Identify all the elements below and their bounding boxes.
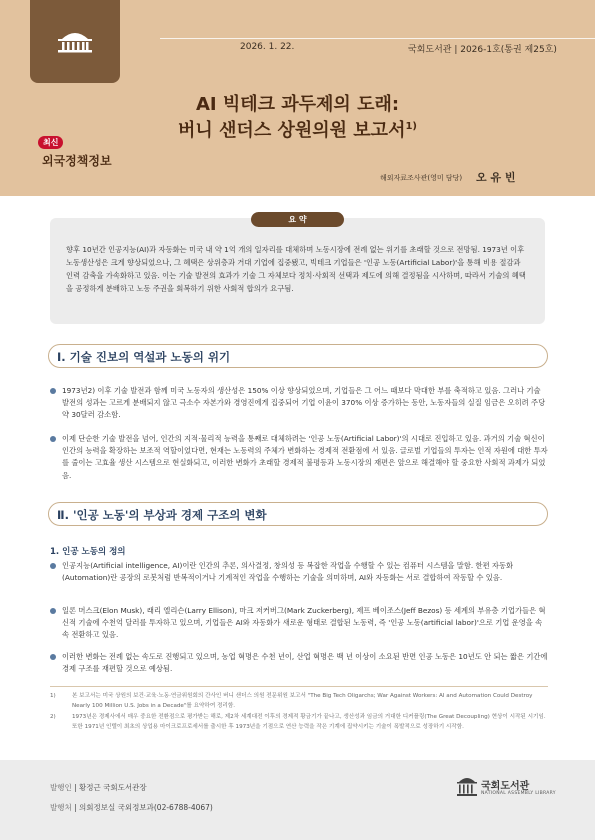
footnote-1-text: 본 보고서는 미국 상원의 보건·교육·노동·연금위원회의 간사인 버니 샌더스 의원 전문위원 보고서 "The Big Tech Oligarchs; War Against Workers: AI and Automation Could Destroy Nearly 100 Million U.S. Jobs in a Decade"를 요약하여 정리함. [72, 693, 533, 709]
summary-text: 향후 10년간 인공지능(AI)과 자동화는 미국 내 약 1억 개의 일자리를 대체하며 노동시장에 전례 없는 위기를 초래할 것으로 전망됨. 1973년 이후 노동생산성은 크게 향상되었으나, 그 혜택은 상위층과 거대 기업에 집중됐고, 빅테크 기업들은 '인공 노동(Artificial Labor)'을 통해 비용 절감과 인력 감축을 가속화하고 있음. 이는 기술 발전의 효과가 기술 그 자체보다 정치·사회적 선택과 제도에 의해 결정됨을 시사하며, 따라서 기술의 혜택을 공정하게 분배하고 노동 주권을 회복하기 위한 사회적 합의가 요구됨. [66, 245, 526, 293]
footnote-2 [50, 713, 548, 732]
footnote-1-number: 1) [50, 693, 56, 699]
section2-paragraph-1-text: 인공지능(Artificial intelligence, AI)이란 인간의 추론, 의사결정, 창의성 등 복잡한 작업을 수행할 수 있는 컴퓨터 시스템을 말함. 한편 자동화(Automation)란 공장의 로봇처럼 반복적이거나 기계적인 작업을 수행하는 기술을 의미하며, AI와 자동화는 서로 결합하여 작동할 수 있음. [62, 561, 514, 583]
section2-paragraph-2-text: 일론 머스크(Elon Musk), 래리 엘리슨(Larry Ellison), 마크 저커버그(Mark Zuckerberg), 제프 베이조스(Jeff Bezos) 등 세계의 부유층 기업가들은 혁신적 기술에 수천억 달러를 투자하고 있으며, 기업들은 AI와 자동화가 새로운 형태로 결합된 노동력, 즉 '인공 노동(artificial labor)'으로 기업 운영을 속속 전환하고 있음. [62, 606, 546, 640]
footer-logo-text: 국회도서관 [481, 781, 530, 792]
bullet-icon [50, 388, 56, 394]
section2-paragraph-3-text: 이러한 변화는 전례 없는 속도로 진행되고 있으며, 농업 혁명은 수천 년이, 산업 혁명은 백 년 이상이 소요된 반면 인공 노동은 10년도 안 되는 짧은 기간에 경제 구조를 재편할 것으로 예상됨. [62, 652, 548, 674]
footer [0, 760, 595, 840]
footer-logo-subtext: NATIONAL ASSEMBLY LIBRARY [481, 791, 556, 796]
library-columns-icon [456, 774, 478, 798]
page-title-line2 [0, 116, 595, 142]
footnote-1 [50, 692, 548, 711]
footnote-divider [50, 686, 548, 687]
page-title-text: 버니 샌더스 상원의원 보고서 [178, 120, 406, 141]
logo-tab [30, 0, 120, 83]
summary-label: 요 약 [251, 212, 344, 227]
publisher-value: 황정근 국회도서관장 [79, 783, 147, 792]
section1-title: Ⅰ. 기술 진보의 역설과 노동의 위기 [57, 350, 231, 364]
issue-number: 국회도서관 | 2026-1호(통권 제25호) [408, 45, 557, 55]
assembly-dome-icon [56, 28, 94, 54]
office-value: 의회정보실 국외정보과(02-6788-4067) [79, 803, 213, 812]
title-footnote-ref: 1) [405, 121, 417, 132]
section2-paragraph-1 [50, 560, 548, 584]
section1-paragraph-1 [50, 385, 548, 422]
header [0, 0, 595, 196]
footnote-2-number: 2) [50, 714, 56, 720]
section2-title: Ⅱ. '인공 노동'의 부상과 경제 구조의 변화 [57, 508, 267, 522]
series-badge: 최신 [38, 136, 63, 149]
section1-paragraph-1-text: 1973년2) 이후 기술 발전과 함께 미국 노동자의 생산성은 150% 이상 향상되었으며, 기업들은 그 어느 때보다 막대한 부를 축적하고 있음. 그러나 기술 발전의 성과는 고르게 분배되지 않고 극소수 자본가와 경영진에게 집중되어 기업 이윤이 370% 이상 증가하는 동안, 노동자들의 실질 임금은 오히려 주당 약 30달러 감소함. [62, 386, 546, 420]
office-line: 발행처 | 의회정보실 국외정보과(02-6788-4067) [50, 803, 213, 812]
bullet-icon [50, 436, 56, 442]
section1-header [48, 344, 548, 368]
series-name: 외국정책정보 [42, 154, 112, 168]
header-rule [160, 38, 595, 39]
page-title-line1: AI 빅테크 과두제의 도래: [195, 94, 400, 115]
publisher-label: 발행인 [50, 783, 72, 792]
bullet-icon [50, 654, 56, 660]
section2-header [48, 502, 548, 526]
section1-paragraph-2-text: 이제 단순한 기술 발전을 넘어, 인간의 지적·물리적 능력을 통째로 대체하려는 '인공 노동(Artificial Labor)'의 시대로 진입하고 있음. 과거의 기술 혁신이 인간의 능력을 확장하는 보조적 역할이었다면, 현재는 노동력의 주체가 변화하는 경제적 전환점에 서 있음. 글로벌 기업들의 투자는 인적 자원에 대한 투자를 줄이는 고효율 생산 시스템으로 현실화되고, 이러한 변화가 초래할 경제적 불평등과 노동시장의 재편은 앞으로 해결해야 할 중요한 사회적 과제가 되었음. [62, 434, 548, 480]
section1-paragraph-2 [50, 433, 548, 482]
section2-paragraph-2 [50, 605, 548, 642]
footnote-2-text: 1973년은 경제사에서 매우 중요한 전환점으로 평가받는 해로, 제2차 세계대전 이후의 경제적 황금기가 끝나고, 생산성과 임금의 거대한 디커플링(The Great Decoupling) 현상이 시작된 시기임. 또한 1971년 인텔이 최초의 상업용 마이크로프로세서를 출시한 후 1973년을 기점으로 연산 능력을 작은 기계에 집약시키는 기술이 폭발적으로 성장하기 시작함. [72, 714, 546, 730]
author-name: 오 유 빈 [476, 171, 516, 184]
bullet-icon [50, 563, 56, 569]
publisher-line: 발행인 | 황정근 국회도서관장 [50, 783, 147, 792]
author-role: 해외자료조사관(영미 담당) [380, 174, 463, 182]
issue-date: 2026. 1. 22. [240, 42, 295, 52]
section2-paragraph-3 [50, 651, 548, 675]
office-label: 발행처 [50, 803, 72, 812]
bullet-icon [50, 608, 56, 614]
section2-subheading: 1. 인공 노동의 정의 [50, 547, 126, 557]
